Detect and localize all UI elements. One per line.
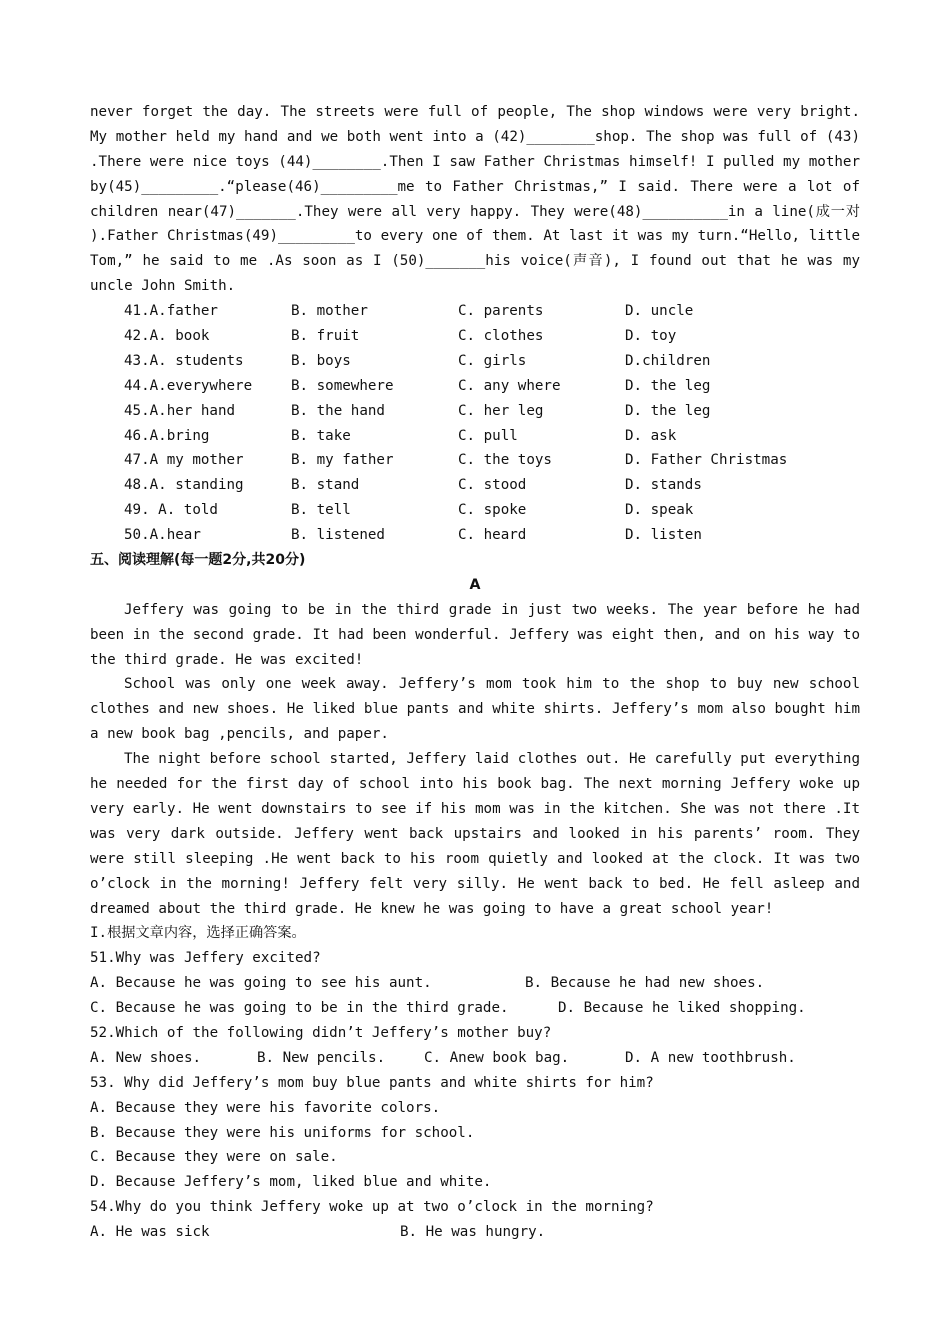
option-d: D. listen: [625, 527, 702, 544]
reading-line: a new book bag ,pencils, and paper.: [90, 726, 389, 743]
answer-option: A. Because they were his favorite colors.: [90, 1099, 441, 1116]
answer-row: [90, 1220, 860, 1245]
passage-line: never forget the day. The streets were full of people, The shop windows were very bright.: [90, 104, 860, 120]
reading-passage: [90, 598, 860, 922]
option-d: D. uncle: [625, 303, 694, 320]
option-b: B. listened: [291, 527, 385, 544]
option-b: B. fruit: [291, 328, 360, 345]
option-c: C. pull: [458, 427, 518, 444]
answer-option: A. He was sick: [90, 1224, 210, 1241]
question-stem: 51.Why was Jeffery excited?: [90, 950, 321, 967]
option-a: 49. A. told: [124, 502, 218, 519]
option-row: [90, 399, 860, 424]
answer-option: B. New pencils.: [257, 1049, 386, 1066]
answer-option: D. A new toothbrush.: [625, 1049, 796, 1066]
option-d: D. speak: [625, 502, 694, 519]
option-c: C. heard: [458, 527, 527, 544]
section-heading: 五、阅读理解(每一题2分,共20分): [90, 552, 306, 569]
answer-option: B. Because he had new shoes.: [525, 975, 765, 992]
reading-line: was very dark outside. Jeffery went back upstairs and looked in his parents’ room. They: [90, 825, 860, 842]
option-a: 43.A. students: [124, 352, 244, 369]
exam-page: [90, 100, 860, 1245]
reading-line: been in the second grade. It had been wonderful. Jeffery was eight then, and on his way to: [90, 626, 860, 643]
question-54: [90, 1195, 860, 1245]
option-a: 48.A. standing: [124, 477, 244, 494]
passage-line: uncle John Smith.: [90, 278, 236, 295]
option-row: [90, 299, 860, 324]
option-c: C. her leg: [458, 402, 544, 419]
option-d: D. stands: [625, 477, 702, 494]
reading-line: Jeffery was going to be in the third grade in just two weeks. The year before he had: [124, 601, 860, 618]
instruction: I.根据文章内容，选择正确答案。: [90, 925, 306, 942]
option-row: [90, 498, 860, 523]
option-b: B. somewhere: [291, 377, 394, 394]
option-a: 47.A my mother: [124, 452, 244, 469]
reading-line: very early. He went downstairs to see if his mom was in the kitchen. She was not there .It: [90, 800, 860, 817]
option-row: [90, 374, 860, 399]
cloze-options: [90, 299, 860, 548]
answer-option: A. New shoes.: [90, 1049, 202, 1066]
option-b: B. tell: [291, 502, 351, 519]
question-51: [90, 946, 860, 1021]
answer-option: B. He was hungry.: [400, 1224, 546, 1241]
reading-line: the third grade. He was excited!: [90, 651, 364, 668]
option-row: [90, 349, 860, 374]
option-c: C. spoke: [458, 502, 527, 519]
question-53: [90, 1071, 860, 1195]
question-52: [90, 1021, 860, 1071]
option-row: [90, 523, 860, 548]
passage-line: ).Father Christmas(49)_________to every one of them. At last it was my turn.“Hello, little: [90, 228, 860, 245]
passage-line: children near(47)_______.They were all very happy. They were(48)__________in a line(成一对: [90, 203, 860, 220]
option-row: [90, 448, 860, 473]
reading-line: o’clock in the morning! Jeffery felt very silly. He went back to bed. He fell asleep and: [90, 875, 860, 892]
option-d: D. the leg: [625, 402, 711, 419]
option-c: C. stood: [458, 477, 527, 494]
question-stem: 54.Why do you think Jeffery woke up at two o’clock in the morning?: [90, 1199, 654, 1216]
answer-option: D. Because Jeffery’s mom, liked blue and white.: [90, 1174, 492, 1191]
option-a: 44.A.everywhere: [124, 377, 253, 394]
option-b: B. take: [291, 427, 351, 444]
answer-row: [90, 996, 860, 1021]
option-b: B. boys: [291, 352, 351, 369]
question-stem: 52.Which of the following didn’t Jeffery’s mother buy?: [90, 1024, 552, 1041]
reading-line: The night before school started, Jeffery laid clothes out. He carefully put everything: [124, 751, 860, 768]
answer-row: [90, 971, 860, 996]
option-c: C. parents: [458, 303, 544, 320]
answer-option: C. Anew book bag.: [424, 1049, 570, 1066]
answer-option: C. Because he was going to be in the third grade.: [90, 1000, 509, 1017]
option-c: C. girls: [458, 352, 527, 369]
option-row: [90, 473, 860, 498]
option-a: 41.A.father: [124, 303, 218, 320]
option-b: B. my father: [291, 452, 394, 469]
reading-line: dreamed about the third grade. He knew he was going to have a great school year!: [90, 900, 774, 917]
option-row: [90, 424, 860, 449]
passage-line: .There were nice toys (44)________.Then I saw Father Christmas himself! I pulled my mother: [90, 153, 860, 170]
option-c: C. any where: [458, 377, 561, 394]
answer-option: D. Because he liked shopping.: [558, 1000, 806, 1017]
passage-line: by(45)_________.“please(46)_________me to Father Christmas,” I said. There were a lot of: [90, 178, 860, 195]
option-d: D. the leg: [625, 377, 711, 394]
reading-line: clothes and new shoes. He liked blue pants and white shirts. Jeffery’s mom also bought him: [90, 701, 860, 718]
answer-option: B. Because they were his uniforms for school.: [90, 1124, 475, 1141]
answer-option: A. Because he was going to see his aunt.: [90, 975, 432, 992]
option-b: B. stand: [291, 477, 360, 494]
passage-line: My mother held my hand and we both went into a (42)________shop. The shop was full of (43): [90, 128, 860, 145]
option-d: D. toy: [625, 328, 677, 345]
answer-row: [90, 1046, 860, 1071]
option-a: 46.A.bring: [124, 427, 210, 444]
option-d: D. Father Christmas: [625, 452, 788, 469]
question-stem: 53. Why did Jeffery’s mom buy blue pants and white shirts for him?: [90, 1074, 654, 1091]
answer-option: C. Because they were on sale.: [90, 1149, 338, 1166]
option-d: D.children: [625, 352, 711, 369]
reading-line: he needed for the first day of school into his book bag. The next morning Jeffery woke up: [90, 776, 860, 793]
option-a: 42.A. book: [124, 328, 210, 345]
reading-line: were still sleeping .He went back to his room quietly and looked at the clock. It was two: [90, 850, 860, 867]
option-d: D. ask: [625, 427, 677, 444]
option-b: B. the hand: [291, 402, 385, 419]
option-c: C. the toys: [458, 452, 552, 469]
option-a: 45.A.her hand: [124, 402, 236, 419]
cloze-passage: [90, 100, 860, 299]
option-row: [90, 324, 860, 349]
option-b: B. mother: [291, 303, 368, 320]
option-a: 50.A.hear: [124, 527, 201, 544]
reading-line: School was only one week away. Jeffery’s mom took him to the shop to buy new school: [124, 676, 860, 693]
passage-line: Tom,” he said to me .As soon as I (50)_______his voice(声音), I found out that he was my: [90, 253, 860, 270]
option-c: C. clothes: [458, 328, 544, 345]
passage-letter: A: [469, 576, 481, 593]
